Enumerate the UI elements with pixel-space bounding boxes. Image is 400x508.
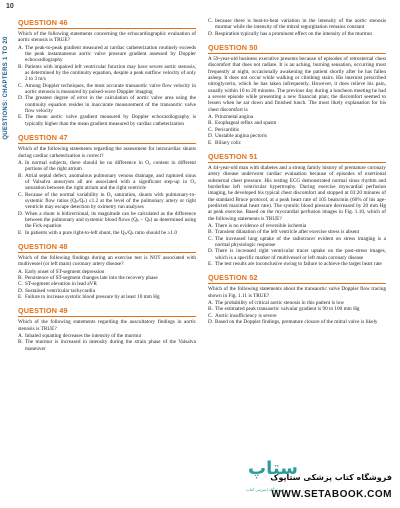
question-block [18,306,196,352]
publisher-logo-subtitle: فروشگاه اینترنتی کتاب [246,487,285,492]
right-column [208,18,386,331]
question-block [208,43,386,146]
answer-option [18,192,196,211]
option-letter: E. [208,139,213,146]
option-text: Esophageal reflux and spasm [215,120,277,127]
answer-options [18,269,196,301]
option-text: Biliary colic [215,139,242,146]
publisher-footer [0,452,400,508]
option-text: The mean aortic valve gradient measured by Doppler echocardiography is typically higher than the mean gradient measured by cardiac catheterization [25,114,196,127]
option-letter: A. [18,333,24,340]
left-column [18,18,196,358]
answer-option [18,339,196,352]
option-text: ST-segment elevation in lead aVR [25,281,97,288]
answer-option [208,236,386,249]
question-heading: QUESTION 50 [208,43,386,54]
answer-option [18,294,196,300]
option-letter: D. [208,30,214,37]
option-letter: E. [18,114,23,121]
option-text: Because of the normal variability in O₂ saturation, shunts with pulmonary-to-systemic flow ratios (Qₚ/Qₛ) ≤1.2 at the level of the pulmonary artery or right ventricle may escape detection by oximetry run analyses [25,191,196,211]
option-text: Inhaled squatting decreases the intensity of the murmur [25,333,142,340]
answer-option [208,248,386,261]
option-text: Among Doppler techniques, the most accurate transaortic valve flow velocity in aortic stenosis is measured by pulsed-wave Doppler imaging [25,82,196,96]
question-block [18,242,196,300]
option-text: In patients with a pure right-to-left shunt, the Qₚ/Qₛ ratio should be ≥1.0 [25,229,177,236]
option-letter: B. [18,172,23,179]
option-letter: B. [18,339,23,346]
question-heading: QUESTION 52 [208,273,386,284]
option-text: There is no evidence of reversible ischemia [215,222,307,229]
answer-options [208,114,386,146]
option-letter: A. [18,44,24,51]
question-stem: Which of the following statements about the transaortic valve Doppler flow tracing shown in Fig. 1.11 is TRUE? [208,286,386,299]
option-letter: C. [18,82,23,89]
answer-option [18,230,196,236]
question-block [208,152,386,268]
option-letter: D. [18,210,24,217]
question-stem: Which of the following statements concerning the echocardiographic evaluation of aortic stenosis is TRUE? [18,31,196,44]
option-text: Aortic insufficiency is severe [215,312,277,319]
answer-option [18,211,196,230]
question-stem: Which of the following statements regarding the assessment for intracardiac shunts during cardiac catheterization is correct? [18,146,196,159]
answer-options [208,300,386,325]
question-block [208,273,386,325]
option-letter: E. [18,229,23,236]
answer-option [18,45,196,64]
option-letter: C. [208,18,213,24]
option-text: Failure to increase systolic blood pressure by at least 10 mm Hg [25,294,160,301]
option-text: Pericarditis [215,126,239,133]
option-text: The peak-to-peak gradient measured at cardiac catheterization routinely exceeds the peak instantaneous aortic valve pressure gradient assessed by Doppler echocardiography [25,44,196,64]
answer-options [18,45,196,127]
option-text: Unstable angina pectoris [215,133,267,140]
option-letter: A. [208,222,214,229]
option-letter: E. [208,261,213,267]
question-stem: Which of the following statements regarding the auscultatory findings in aortic stenosis is TRUE? [18,319,196,332]
option-letter: A. [18,159,24,166]
option-letter: B. [18,275,23,281]
answer-option [18,114,196,127]
answer-option [208,140,386,146]
answer-option [208,18,386,31]
option-text: because there is beat-to-beat variation in the intensity of the aortic stenosis murmur while the intensity of the mitral regurgitation remains constant [215,18,386,31]
answer-option [18,160,196,173]
question-block [18,133,196,236]
answer-option [18,64,196,83]
option-text: Patients with impaired left ventricular function may have severe aortic stenosis, as determined by the continuity equation, despite a peak outflow velocity of only 2 to 3 m/s [25,63,196,83]
option-letter: C. [18,281,23,288]
answer-options [18,160,196,236]
option-letter: C. [18,191,23,198]
option-text: When a shunt is bidirectional, its magnitude can be calculated as the difference between the pulmonary and systemic blood flows (Qₚ − Qₛ) as determined using the Fick equation [25,210,196,230]
answer-option [208,319,386,325]
question-block [208,18,386,37]
answer-option [208,261,386,267]
question-stem: Which of the following findings during an exercise test is NOT associated with multivessel (or left main) coronary artery disease? [18,254,196,268]
question-heading: QUESTION 49 [18,306,196,317]
option-letter: B. [208,306,213,313]
option-letter: E. [18,294,23,301]
answer-options [208,18,386,37]
question-stem: A 59-year-old business executive presents because of episodes of retrosternal chest discomfort that does not radiate. It is an aching, burning sensation, occurring most frequently at night, occasionally awakening the patient shortly after he has fallen asleep. It does not occur while walking or climbing stairs. His internist prescribed nitroglycerin, which he has taken infrequently. However, it does relieve his pain, usually within 10 to 20 minutes. The previous day during a luncheon meeting he had a severe episode while presenting a new financial plan; the discomfort seemed to lessen when he sat down and finished lunch. The most likely explanation for his chest discomfort is [208,56,386,113]
chapter-side-tab [0,28,12,148]
publisher-url[interactable]: WWW.SETABOOK.COM [271,489,392,500]
option-letter: C. [208,126,213,133]
option-text: The estimated peak transaortic valvular gradient is 90 to 100 mm Hg [215,306,360,313]
option-text: Based on the Doppler findings, premature closure of the mitral valve is likely [215,319,378,326]
option-letter: C. [208,312,213,319]
publisher-name: فروشگاه کتاب پزشکی ستاپوک [270,473,392,482]
option-letter: D. [208,133,214,140]
option-letter: D. [208,319,214,326]
publisher-logo: ستاپ [248,458,298,479]
question-heading: QUESTION 47 [18,133,196,144]
option-letter: D. [18,95,24,102]
option-letter: C. [208,235,213,242]
option-text: Respiration typically has a prominent effect on the intensity of the murmur [215,30,373,37]
option-letter: B. [208,120,213,127]
option-text: The increased lung uptake of the radiotracer evident on stress imaging is a normal physiologic response [215,235,386,248]
answer-option [18,173,196,192]
answer-options [208,223,386,267]
option-text: Sustained ventricular tachycardia [25,287,95,294]
question-heading: QUESTION 48 [18,242,196,253]
option-letter: A. [208,114,214,121]
option-text: The murmur is increased in intensity during the strain phase of the Valsalva maneuver [25,339,196,352]
option-text: The probability of critical aortic stenosis in this patient is low [215,300,345,307]
option-text: The greatest degree of error in the calculation of aortic valve area using the continuity equation resides in inaccurate measurement of the transaortic valve flow velocity [25,95,196,115]
answer-option [18,83,196,96]
question-heading: QUESTION 46 [18,18,196,29]
question-heading: QUESTION 51 [208,152,386,163]
option-text: The test results are inconclusive owing to failure to achieve the target heart rate [215,261,382,267]
option-text: Prinzmetal angina [215,114,254,121]
option-text: Atrial septal defect, anomalous pulmonary venous drainage, and ruptured sinus of Valsalva aneurysm all are associated with a significant step-up in O₂ saturation between the right atrium and the right ventricle [25,172,196,192]
option-letter: D. [18,287,24,294]
page-number: 10 [6,3,14,10]
side-tab-label: QUESTIONS: CHAPTERS 1 TO 20 [3,36,9,140]
option-text: There is increased right ventricular tracer uptake on the post-stress images, which is a specific marker of multivessel or left main coronary disease [215,248,386,261]
option-letter: D. [208,248,214,255]
answer-option [18,95,196,114]
option-text: In normal subjects, there should be no difference in O₂ content in different portions of the right atrium [25,159,196,173]
option-letter: B. [208,229,213,236]
question-stem: A 44-year-old man with diabetes and a strong family history of premature coronary artery disease underwent cardiac evaluation because of episodes of exertional substernal chest pressure. His resting ECG demonstrated normal sinus rhythm and borderline left ventricular hypertrophy. During exercise myocardial perfusion imaging, he developed his typical chest discomfort and stopped at 03:20 minutes of the standard Bruce protocol, at a peak heart rate of 105 beats/min (60% of his age-predicted maximal heart rate). The systolic blood pressure decreased by 20 mm Hg at peak exercise. Based on the myocardial perfusion images in Fig. 1.10, which of the following statements is TRUE? [208,164,386,222]
option-text: Transient dilatation of the left ventricle after exercise stress is absent [215,229,360,236]
answer-options [18,333,196,352]
option-letter: A. [208,300,214,307]
option-letter: B. [18,63,23,70]
option-text: Early onset of ST-segment depression [25,268,105,275]
answer-option [208,31,386,37]
option-letter: A. [18,268,24,275]
question-block [18,18,196,127]
option-text: Persistence of ST-segment changes late into the recovery phase [25,275,158,281]
